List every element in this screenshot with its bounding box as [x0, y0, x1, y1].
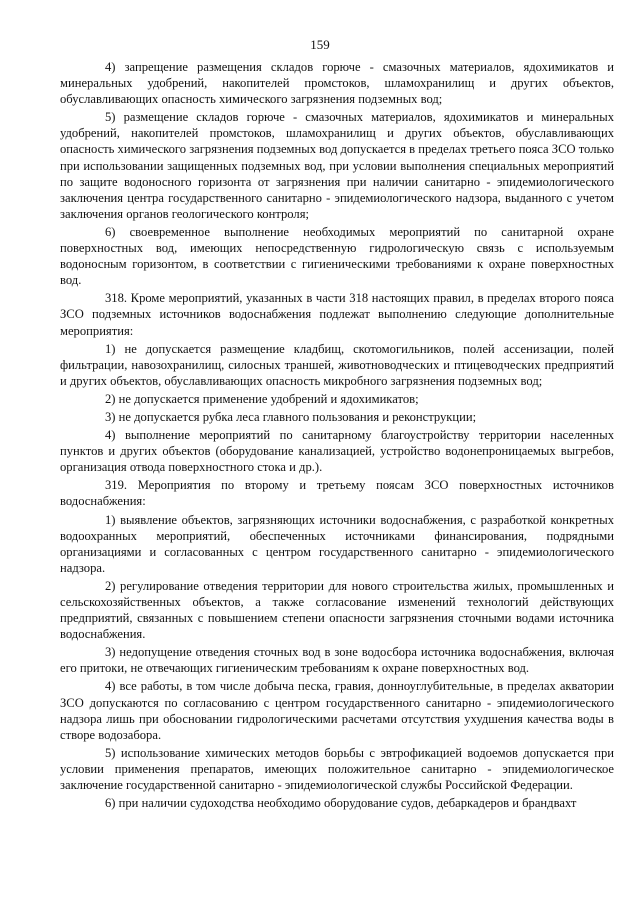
paragraph: 1) выявление объектов, загрязняющих источники водоснабжения, с разработкой конкретных водоохранных мероприятий, обеспеченных источниками финансирования, подрядными организациями и согласованных с центром государственного санитарно - эпидемиологического надзора. — [60, 512, 614, 575]
paragraph: 319. Мероприятия по второму и третьему поясам ЗСО поверхностных источников водоснабжения: — [60, 478, 614, 509]
paragraph: 3) недопущение отведения сточных вод в зоне водосбора источника водоснабжения, включая его притоки, не отвечающих гигиеническим требованиям к охране поверхностных вод. — [60, 645, 614, 676]
page-number: 159 — [310, 37, 330, 52]
paragraph: 6) своевременное выполнение необходимых мероприятий по санитарной охране поверхностных вод, имеющих непосредственную гидрологическую связь с используемым водоносным горизонтом, в соответствии с гигиеническими требованиями к охране поверхностных вод. — [60, 224, 614, 288]
document-body — [60, 59, 614, 813]
paragraph: 2) не допускается применение удобрений и ядохимикатов; — [105, 391, 419, 406]
paragraph: 318. Кроме мероприятий, указанных в части 318 настоящих правил, в пределах второго пояса ЗСО подземных источников водоснабжения подлежат выполнению следующие дополнительные мероприятия: — [60, 291, 614, 338]
paragraph: 2) регулирование отведения территории для нового строительства жилых, промышленных и сельскохозяйственных объектов, а также согласование изменений технологий действующих предприятий, связанных с повышением степени опасности загрязнения сточными водами источника водоснабжения. — [60, 578, 614, 642]
paragraph: 4) запрещение размещения складов горюче - смазочных материалов, ядохимикатов и минеральных удобрений, накопителей промстоков, шламохранилищ и других объектов, обуславливающих опасность химического загрязнения подземных вод; — [60, 60, 614, 107]
paragraph: 5) использование химических методов борьбы с эвтрофикацией водоемов допускается при условии применения препаратов, имеющих положительное санитарно - эпидемиологическое заключение государственной санитарно - эпидемиологической службы Российской Федерации. — [60, 745, 614, 793]
paragraph: 6) при наличии судоходства необходимо оборудование судов, дебаркадеров и брандвахт — [105, 796, 577, 811]
paragraph: 4) выполнение мероприятий по санитарному благоустройству территории населенных пунктов и других объектов (оборудование канализацией, устройство водонепроницаемых выгребов, организация отвода поверхностного стока и др.). — [60, 428, 614, 475]
paragraph: 4) все работы, в том числе добыча песка, гравия, донноуглубительные, в пределах акватории ЗСО допускаются по согласованию с центром государственного санитарно - эпидемиологического надзора лишь при обосновании гидрологическими расчетами отсутствия ухудшения качества воды в створе водозабора. — [60, 679, 614, 742]
paragraph: 1) не допускается размещение кладбищ, скотомогильников, полей ассенизации, полей фильтрации, навозохранилищ, силосных траншей, животноводческих и птицеводческих предприятий и других объектов, обуславливающих опасность микробного загрязнения подземных вод; — [60, 341, 614, 388]
paragraph: 5) размещение складов горюче - смазочных материалов, ядохимикатов и минеральных удобрений, накопителей промстоков, шламохранилищ и других объектов, обуславливающих опасность химического загрязнения подземных вод допускается в пределах третьего пояса ЗСО только при использовании защищенных подземных вод, при условии выполнения специальных мероприятий по защите водоносного горизонта от загрязнения при наличии санитарно - эпидемиологического заключения центра государственного санитарно - эпидемиологического надзора, выданного с учетом заключения органов геологического контроля; — [60, 110, 614, 221]
paragraph: 3) не допускается рубка леса главного пользования и реконструкции; — [105, 409, 477, 424]
